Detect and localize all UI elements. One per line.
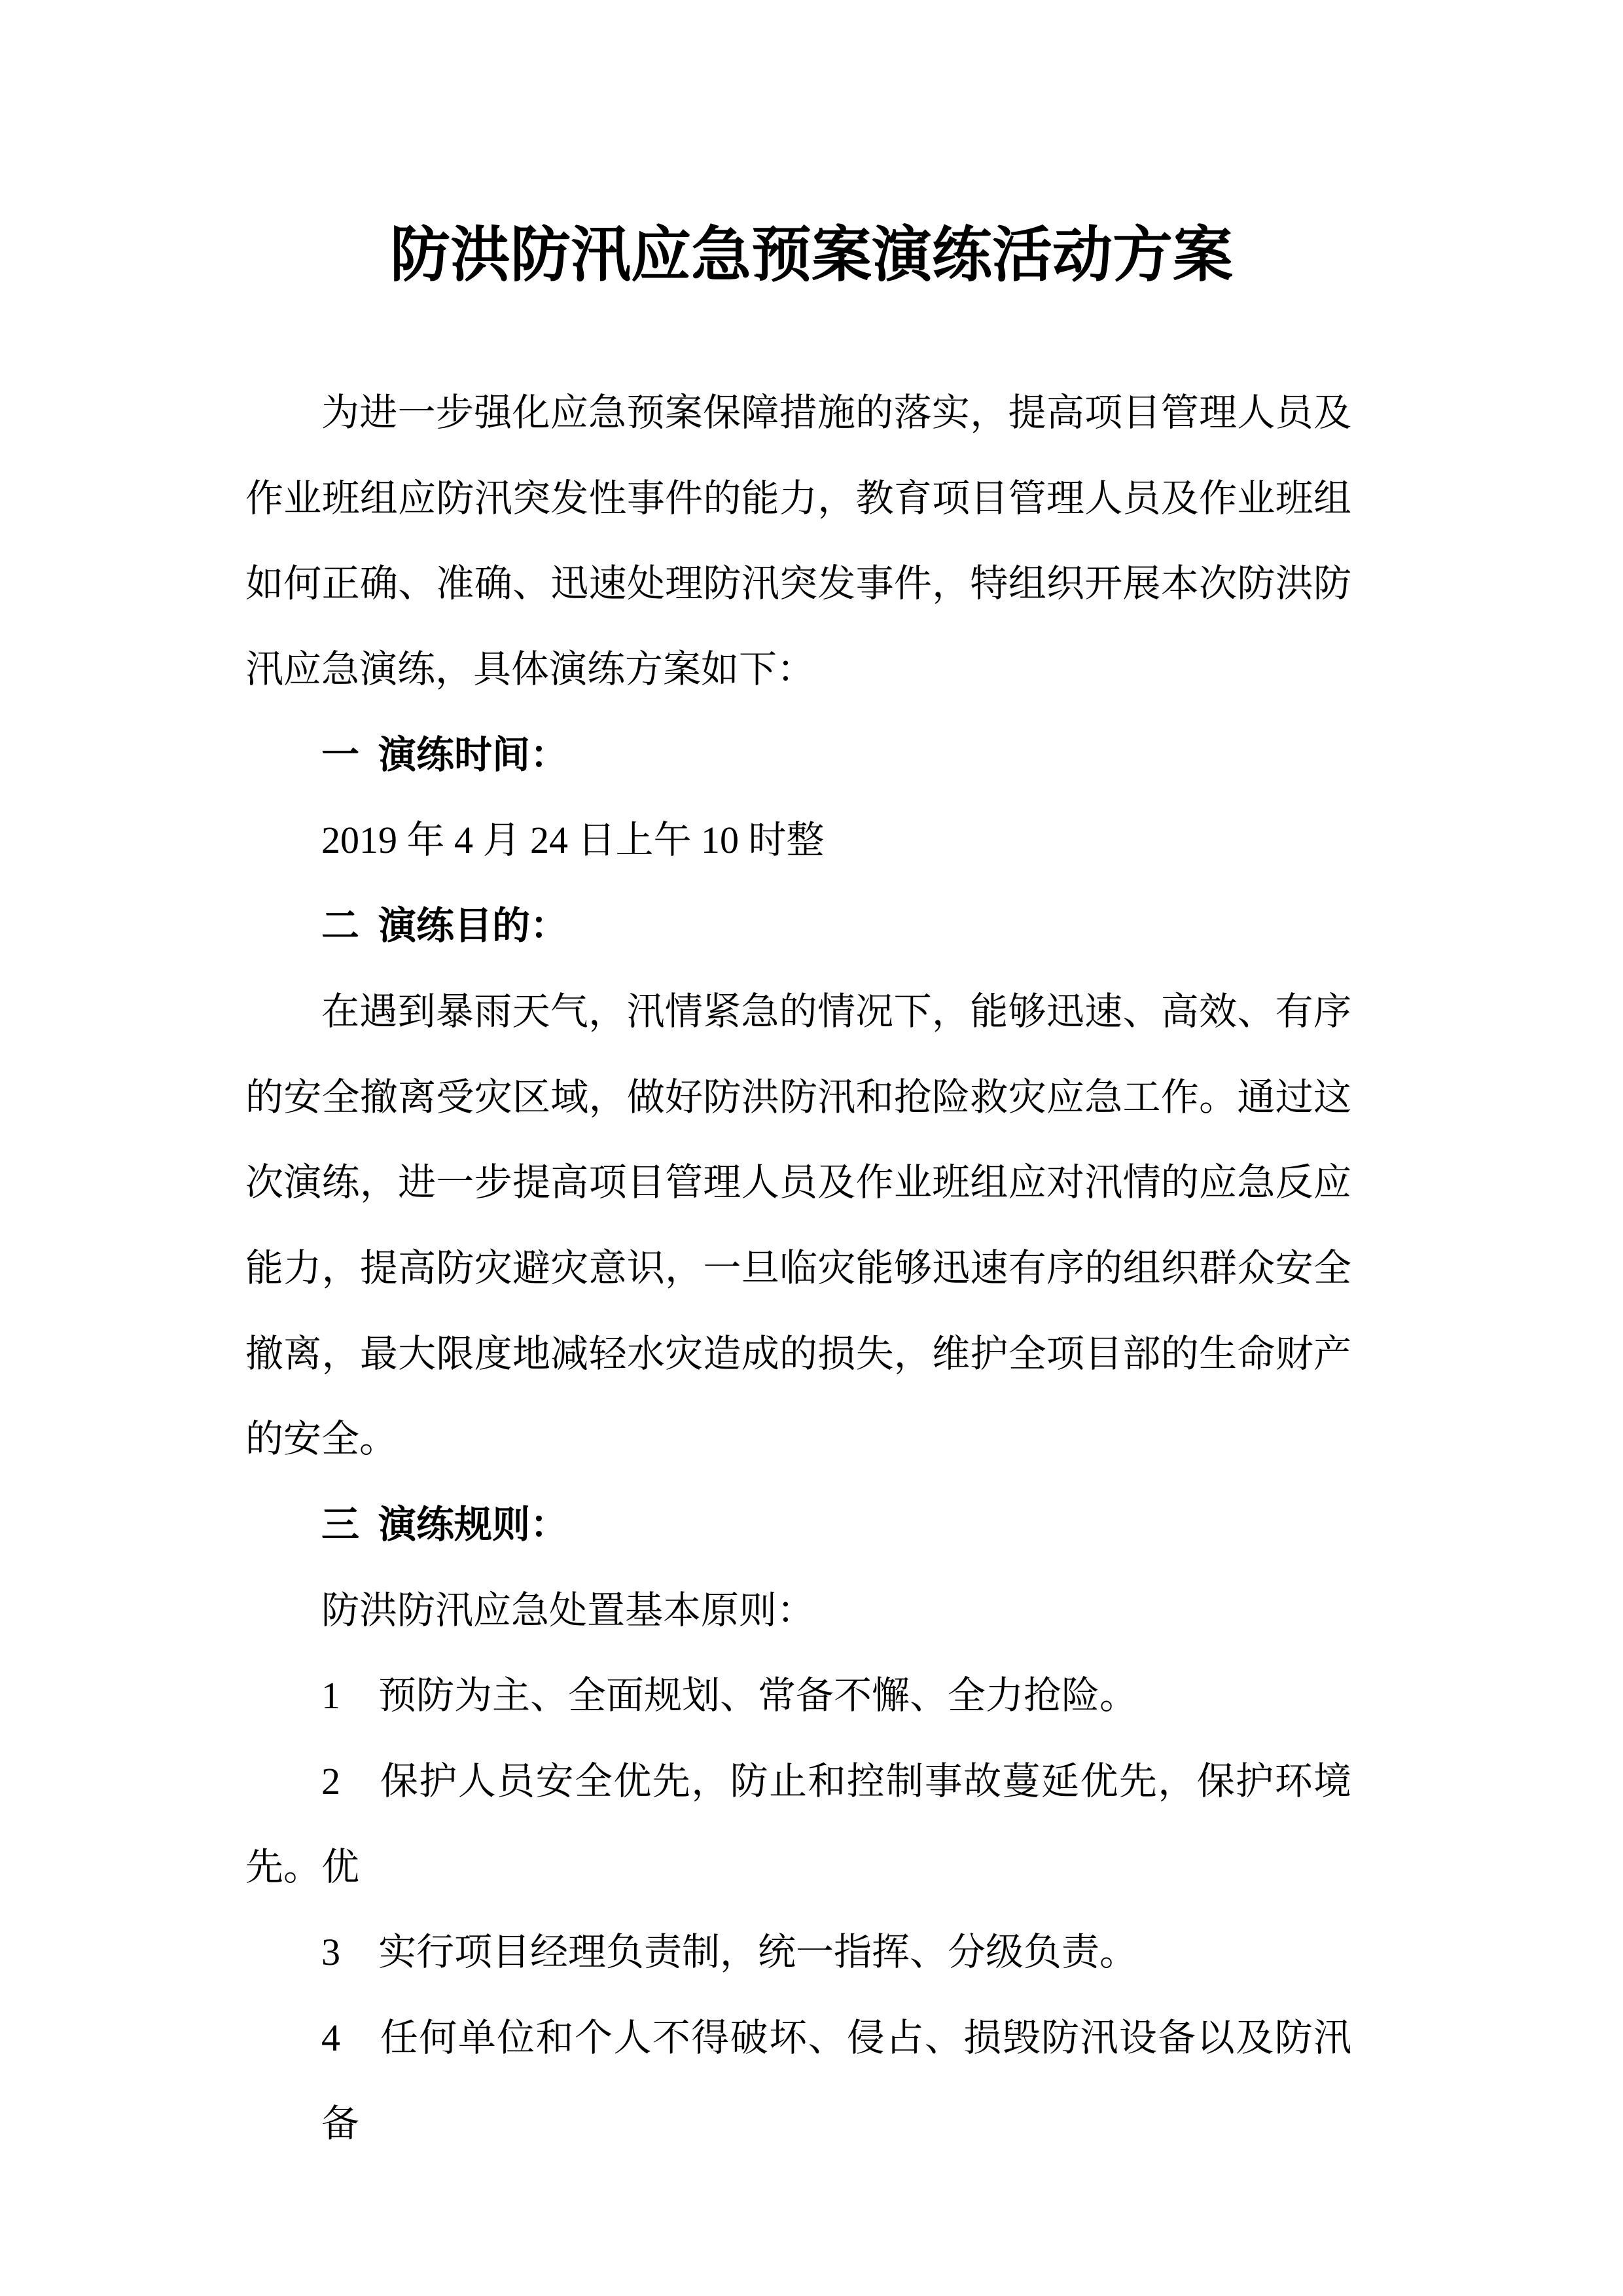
text-line: 能力，提高防灾避灾意识，一旦临灾能够迅速有序的组织群众安全: [245, 1246, 1351, 1289]
text-line: 次演练，进一步提高项目管理人员及作业班组应对汛情的应急反应: [245, 1161, 1351, 1204]
section-heading: 一 演练时间：: [321, 733, 569, 776]
text-line: 撤离，最大限度地减轻水灾造成的损失，维护全项目部的生命财产: [245, 1332, 1351, 1375]
text-line: 如何正确、准确、迅速处理防汛突发事件，特组织开展本次防洪防: [245, 562, 1351, 605]
text-line: 的安全撤离受灾区域，做好防洪防汛和抢险救灾应急工作。通过这: [245, 1075, 1351, 1119]
document-body: [245, 370, 1351, 2145]
text-line: 为进一步强化应急预案保障措施的落实，提高项目管理人员及: [321, 391, 1351, 434]
text-line: 1 预防为主、全面规划、常备不懈、全力抢险。: [321, 1674, 1138, 1717]
section-heading: 二 演练目的：: [321, 905, 569, 948]
text-line: 的安全。: [245, 1418, 398, 1461]
section-heading: 三 演练规则：: [321, 1503, 569, 1546]
text-line: 2019 年 4 月 24 日上午 10 时整: [321, 819, 825, 862]
text-line: 先。: [245, 1845, 322, 1888]
text-line: 汛应急演练，具体演练方案如下：: [245, 648, 815, 691]
text-line: 作业班组应防汛突发性事件的能力，教育项目管理人员及作业班组: [245, 476, 1351, 520]
text-line: 防洪防汛应急处置基本原则：: [321, 1588, 815, 1632]
text-line: 2 保护人员安全优先，防止和控制事故蔓延优先，保护环境优: [321, 1760, 1351, 1888]
text-line: 3 实行项目经理负责制，统一指挥、分级负责。: [321, 1931, 1138, 1974]
document-title: 防洪防汛应急预案演练活动方案: [389, 222, 1233, 289]
text-line: 在遇到暴雨天气，汛情紧急的情况下，能够迅速、高效、有序: [321, 990, 1351, 1033]
text-line: 4 任何单位和个人不得破坏、侵占、损毁防汛设备以及防汛备: [321, 2017, 1351, 2145]
